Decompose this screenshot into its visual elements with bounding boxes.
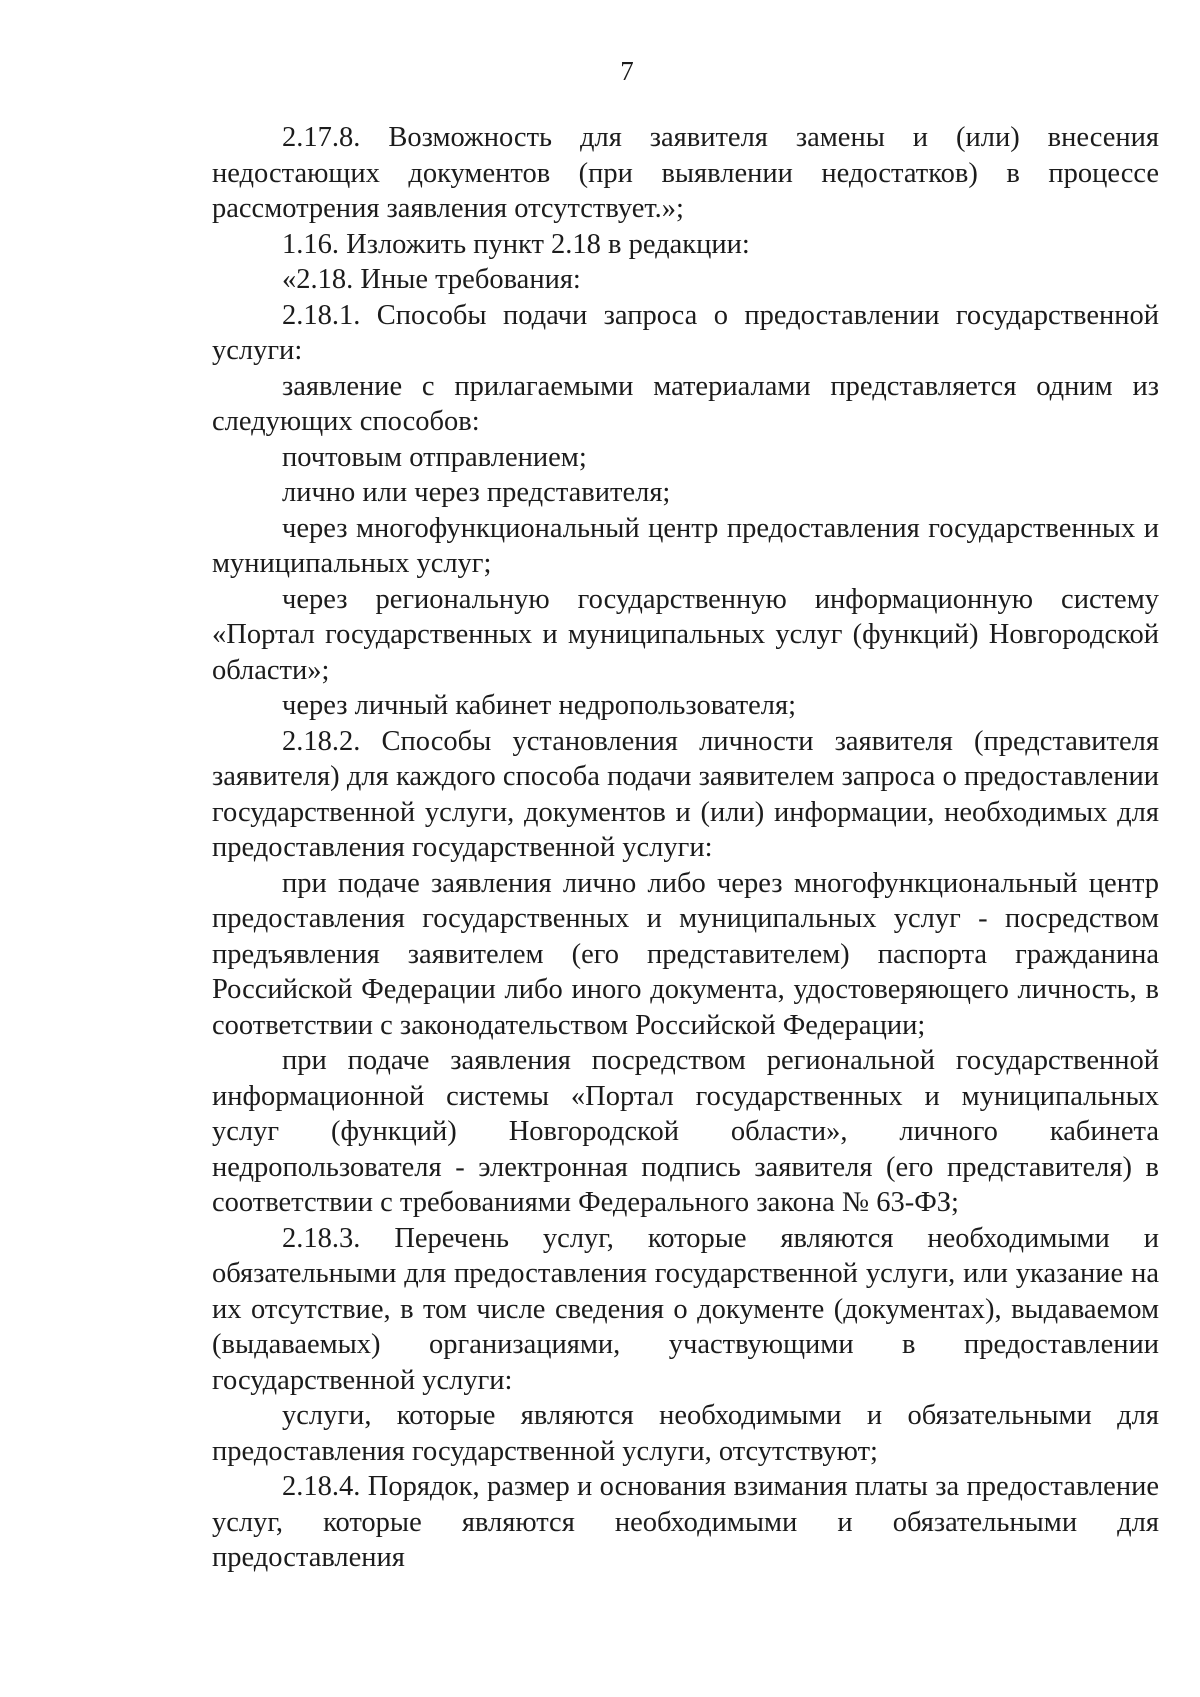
- paragraph-submission-methods-intro: заявление с прилагаемыми материалами представляется одним из следующих способов:: [212, 370, 1159, 437]
- paragraph-identification-in-person: при подаче заявления лично либо через многофункциональный центр предоставления государственных и муниципальных услуг - посредством предъявления заявителем (его представителем) паспорта гражданина Российской Федерации либо иного документа, удостоверяющего личность, в соответствии с законодательством Российской Федерации;: [212, 867, 1159, 1041]
- list-item-personal-account: через личный кабинет недропользователя;: [282, 690, 797, 721]
- paragraph-2-18-heading: «2.18. Иные требования:: [282, 264, 581, 295]
- paragraph-required-services-absent: услуги, которые являются необходимыми и обязательными для предоставления государственной услуги, отсутствуют;: [212, 1400, 1159, 1467]
- paragraph-2-18-4: 2.18.4. Порядок, размер и основания взимания платы за предоставление услуг, которые являются необходимыми и обязательными для предоставления: [212, 1471, 1159, 1573]
- paragraph-2-18-3: 2.18.3. Перечень услуг, которые являются необходимыми и обязательными для предоставления государственной услуги, или указание на их отсутствие, в том числе сведения о документе (документах), выдаваемом (выдаваемых) организациями, участвующими в предоставлении государственной услуги:: [212, 1222, 1159, 1396]
- list-item-by-mail: почтовым отправлением;: [282, 441, 587, 473]
- document-body: [212, 120, 1159, 1576]
- list-item-regional-portal: через региональную государственную информационную систему «Портал государственных и муниципальных услуг (функций) Новгородской области»;: [212, 583, 1159, 686]
- paragraph-2-17-8: 2.17.8. Возможность для заявителя замены и (или) внесения недостающих документов (при выявлении недостатков) в процессе рассмотрения заявления отсутствует.»;: [212, 122, 1159, 224]
- paragraph-identification-electronic: при подаче заявления посредством региональной государственной информационной системы «Портал государственных и муниципальных услуг (функций) Новгородской области», личного кабинета недропользователя - электронная подпись заявителя (его представителя) в соответствии с требованиями Федерального закона № 63-ФЗ;: [212, 1045, 1159, 1218]
- list-item-mfc: через многофункциональный центр предоставления государственных и муниципальных услуг;: [212, 512, 1159, 579]
- page-number: 7: [620, 56, 634, 86]
- paragraph-1-16: 1.16. Изложить пункт 2.18 в редакции:: [282, 228, 750, 260]
- list-item-in-person: лично или через представителя;: [282, 477, 671, 508]
- paragraph-2-18-2: 2.18.2. Способы установления личности заявителя (представителя заявителя) для каждого способа подачи заявителем запроса о предоставлении государственной услуги, документов и (или) информации, необходимых для предоставления государственной услуги:: [212, 725, 1159, 863]
- paragraph-2-18-1: 2.18.1. Способы подачи запроса о предоставлении государственной услуги:: [212, 299, 1159, 366]
